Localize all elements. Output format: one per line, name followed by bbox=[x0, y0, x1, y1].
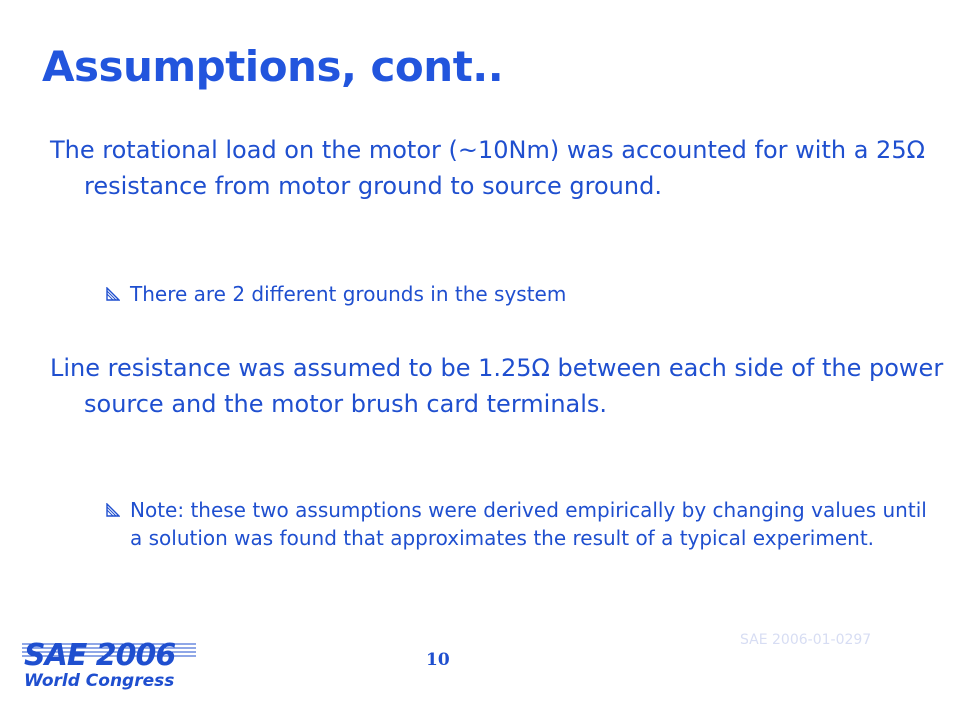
bullet-line-resistance bbox=[50, 350, 944, 422]
slide-title: Assumptions, cont.. bbox=[42, 42, 504, 91]
sae-world-congress-logo bbox=[20, 634, 210, 694]
small-triangle-bullet-icon bbox=[106, 503, 120, 517]
footer-reference: SAE 2006-01-0297 bbox=[740, 632, 872, 648]
bullet-rotational-load bbox=[50, 132, 944, 204]
logo-line1: SAE 2006 bbox=[24, 638, 176, 673]
small-triangle-bullet-icon bbox=[106, 287, 120, 301]
bullet-text: The rotational load on the motor (~10Nm) was accounted for with a 25Ω resistance from motor ground to source ground. bbox=[50, 136, 925, 200]
bullet-text: Note: these two assumptions were derived empirically by changing values until a solution was found that approximates the result of a typical experiment. bbox=[130, 498, 927, 550]
logo-line2: World Congress bbox=[24, 671, 175, 691]
bullet-text: There are 2 different grounds in the system bbox=[130, 282, 567, 306]
bullet-text: Line resistance was assumed to be 1.25Ω between each side of the power source and the motor brush card terminals. bbox=[50, 354, 944, 418]
sub-bullet-note bbox=[106, 496, 930, 552]
page-number: 10 bbox=[426, 650, 450, 670]
sub-bullet-grounds bbox=[106, 280, 930, 308]
